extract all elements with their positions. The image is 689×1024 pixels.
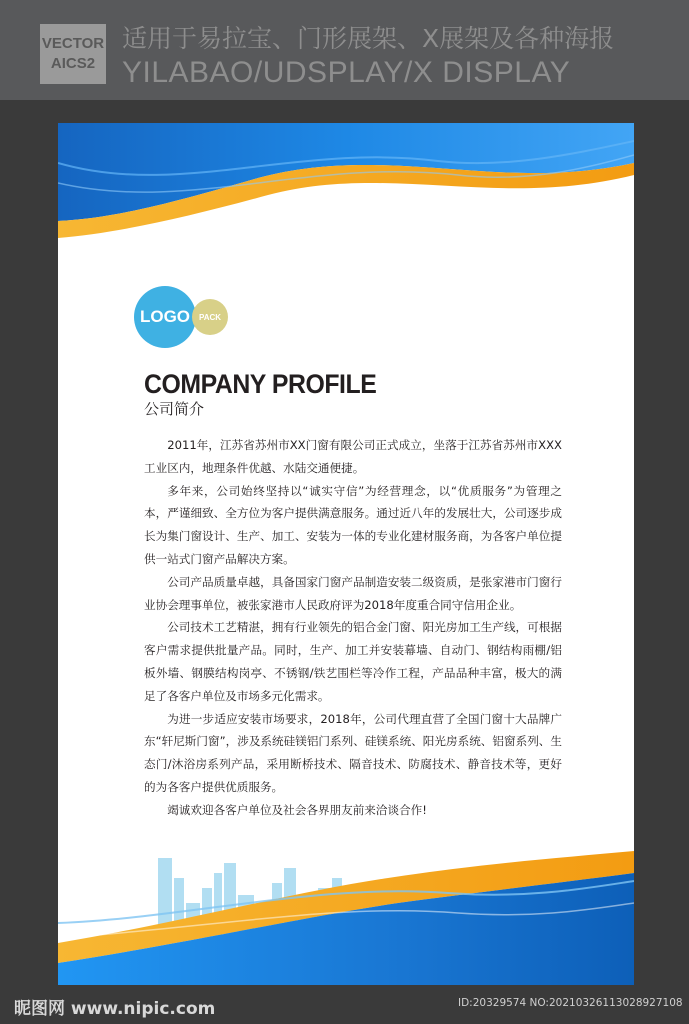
badge-line-2: AICS2 — [50, 55, 96, 72]
poster — [58, 123, 634, 985]
vector-badge — [40, 24, 106, 84]
company-profile-title: COMPANY PROFILE — [144, 369, 377, 399]
paragraph: 竭诚欢迎各客户单位及社会各界朋友前来洽谈合作! — [167, 802, 427, 817]
paragraph: 为进一步适应安装市场要求，2018年，公司代理直营了全国门窗十大品牌广东“轩尼斯门窗”，涉及系统硅镁铝门系列、硅镁系统、阳光房系统、铝窗系列、生态门/沐浴房系列产品，采用断桥技术、隔音技术、防腐技术、静音技术等，更好的为各客户提供优质服务。 — [144, 711, 562, 794]
logo-sub-text: PACK — [198, 312, 222, 322]
logo-text: LOGO — [139, 307, 191, 326]
paragraph: 2011年，江苏省苏州市XX门窗有限公司正式成立，坐落于江苏省苏州市XXX工业区内，地理条件优越、水陆交通便捷。 — [144, 438, 562, 475]
logo-circle — [134, 286, 196, 348]
paragraph: 多年来，公司始终坚持以“诚实守信”为经营理念，以“优质服务”为管理之本，严谨细致、全方位为客户提供满意服务。通过近八年的发展壮大，公司逐步成长为集门窗设计、生产、加工、安装为一体的专业化建材服务商，为各客户单位提供一站式门窗产品解决方案。 — [144, 483, 562, 566]
profile-body — [144, 434, 562, 822]
logo-sub-circle — [192, 299, 228, 335]
banner-title-cn: 适用于易拉宝、门形展架、X展架及各种海报 — [122, 24, 615, 53]
paragraph: 公司技术工艺精湛，拥有行业领先的铝合金门窗、阳光房加工生产线，可根据客户需求提供批量产品。同时，生产、加工并安装幕墙、自动门、钢结构雨棚/铝板外墙、钢膜结构岗亭、不锈钢/铁艺围栏等冷作工程，产品品种丰富，极大的满足了各客户单位及市场多元化需求。 — [144, 620, 562, 703]
badge-line-1: VECTOR — [41, 35, 105, 52]
watermark-site: 昵图网 www.nipic.com — [14, 999, 216, 1019]
company-profile-title-cn: 公司简介 — [144, 400, 205, 418]
paragraph: 公司产品质量卓越，具备国家门窗产品制造安装二级资质，是张家港市门窗行业协会理事单位，被张家港市人民政府评为2018年度重合同守信用企业。 — [144, 574, 562, 612]
top-banner — [0, 0, 689, 100]
image-id-text: ID:20329574 NO:20210326113028927108 — [458, 997, 683, 1009]
banner-title-en: YILABAO/UDSPLAY/X DISPLAY — [122, 56, 571, 89]
